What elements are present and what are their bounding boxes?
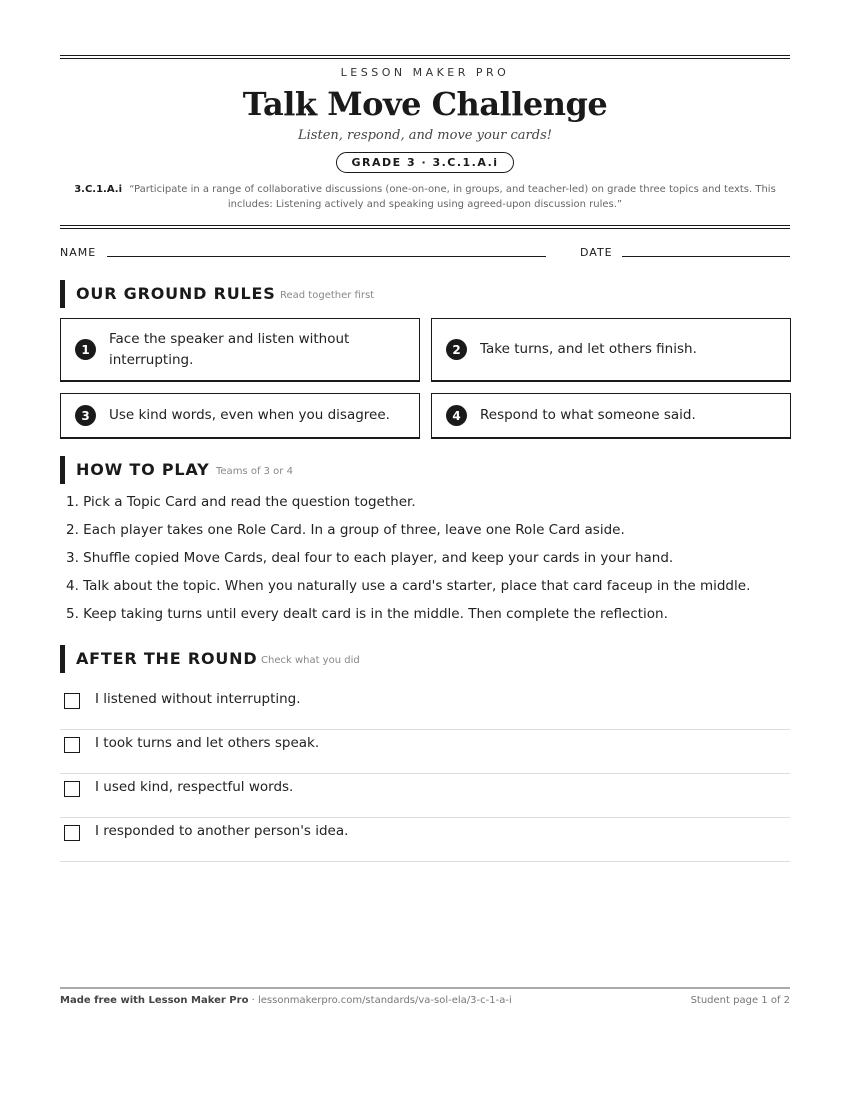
footer-url[interactable]: · lessonmakerpro.com/standards/va-sol-ela/3-c-1-a-i xyxy=(248,995,512,1006)
page-indicator: Student page 1 of 2 xyxy=(690,995,790,1006)
section-note: Teams of 3 or 4 xyxy=(216,466,293,477)
how-to-play-steps xyxy=(66,492,790,632)
reflection-item xyxy=(60,685,790,730)
top-divider-thin xyxy=(60,58,790,59)
step-item: 4. Talk about the topic. When you naturally use a card's starter, place that card faceup in the middle. xyxy=(66,578,751,594)
date-label: DATE xyxy=(580,246,613,259)
ground-rule-card xyxy=(431,393,791,439)
footer-divider xyxy=(60,987,790,989)
section-title: AFTER THE ROUND xyxy=(76,649,258,668)
rule-number-badge: 3 xyxy=(75,405,96,426)
worksheet-header xyxy=(60,62,790,212)
section-note: Read together first xyxy=(280,290,375,301)
standard-text: “Participate in a range of collaborative discussions (one-on-one, in groups, and teacher-led) on grade three topics and texts. This includes: Listening actively and speaking using agreed-upon discussion rules.” xyxy=(129,184,776,210)
reflection-text: I responded to another person's idea. xyxy=(95,823,349,839)
reflection-checkbox[interactable] xyxy=(64,693,80,709)
header-divider-thin xyxy=(60,228,790,229)
standard-description xyxy=(70,182,780,212)
header-divider xyxy=(60,225,790,226)
name-label: NAME xyxy=(60,246,97,259)
reflection-checkbox[interactable] xyxy=(64,737,80,753)
ground-rule-card xyxy=(60,393,420,439)
step-item: 2. Each player takes one Role Card. In a group of three, leave one Role Card aside. xyxy=(66,522,625,538)
section-marker xyxy=(60,645,65,673)
ground-rule-card xyxy=(60,318,420,382)
reflection-checkbox[interactable] xyxy=(64,781,80,797)
reflection-item xyxy=(60,817,790,862)
reflection-item xyxy=(60,729,790,774)
rule-text: Take turns, and let others finish. xyxy=(480,341,697,357)
rule-number-badge: 2 xyxy=(446,339,467,360)
standard-code: 3.C.1.A.i xyxy=(74,184,122,195)
page-title: Talk Move Challenge xyxy=(242,85,608,123)
rule-text: Respond to what someone said. xyxy=(480,407,696,423)
reflection-text: I took turns and let others speak. xyxy=(95,735,320,751)
rule-text: Face the speaker and listen without interrupting. xyxy=(109,330,350,368)
reflection-text: I listened without interrupting. xyxy=(95,691,301,707)
name-date-row xyxy=(60,245,790,261)
rule-text: Use kind words, even when you disagree. xyxy=(109,407,390,423)
reflection-text: I used kind, respectful words. xyxy=(95,779,294,795)
page-footer xyxy=(60,995,790,1006)
after-round-heading xyxy=(60,645,790,673)
reflection-checkbox[interactable] xyxy=(64,825,80,841)
section-title: HOW TO PLAY xyxy=(76,460,210,479)
brand-name: LESSON MAKER PRO xyxy=(340,66,510,79)
section-note: Check what you did xyxy=(261,655,360,666)
page-subtitle: Listen, respond, and move your cards! xyxy=(298,128,552,143)
step-item: 1. Pick a Topic Card and read the question together. xyxy=(66,494,416,510)
section-marker xyxy=(60,280,65,308)
footer-credit: Made free with Lesson Maker Pro xyxy=(60,995,249,1006)
rule-number-badge: 4 xyxy=(446,405,467,426)
grade-badge: GRADE 3 · 3.C.1.A.i xyxy=(336,152,513,173)
reflection-item xyxy=(60,773,790,818)
rule-number-badge: 1 xyxy=(75,339,96,360)
top-divider xyxy=(60,55,790,56)
how-to-play-heading xyxy=(60,456,790,484)
section-marker xyxy=(60,456,65,484)
section-title: OUR GROUND RULES xyxy=(76,284,276,303)
step-item: 3. Shuffle copied Move Cards, deal four to each player, and keep your cards in your hand. xyxy=(66,550,674,566)
date-field[interactable] xyxy=(622,256,790,257)
step-item: 5. Keep taking turns until every dealt card is in the middle. Then complete the reflection. xyxy=(66,606,668,622)
name-field[interactable] xyxy=(107,256,546,257)
ground-rule-card xyxy=(431,318,791,382)
ground-rules-heading xyxy=(60,280,790,308)
